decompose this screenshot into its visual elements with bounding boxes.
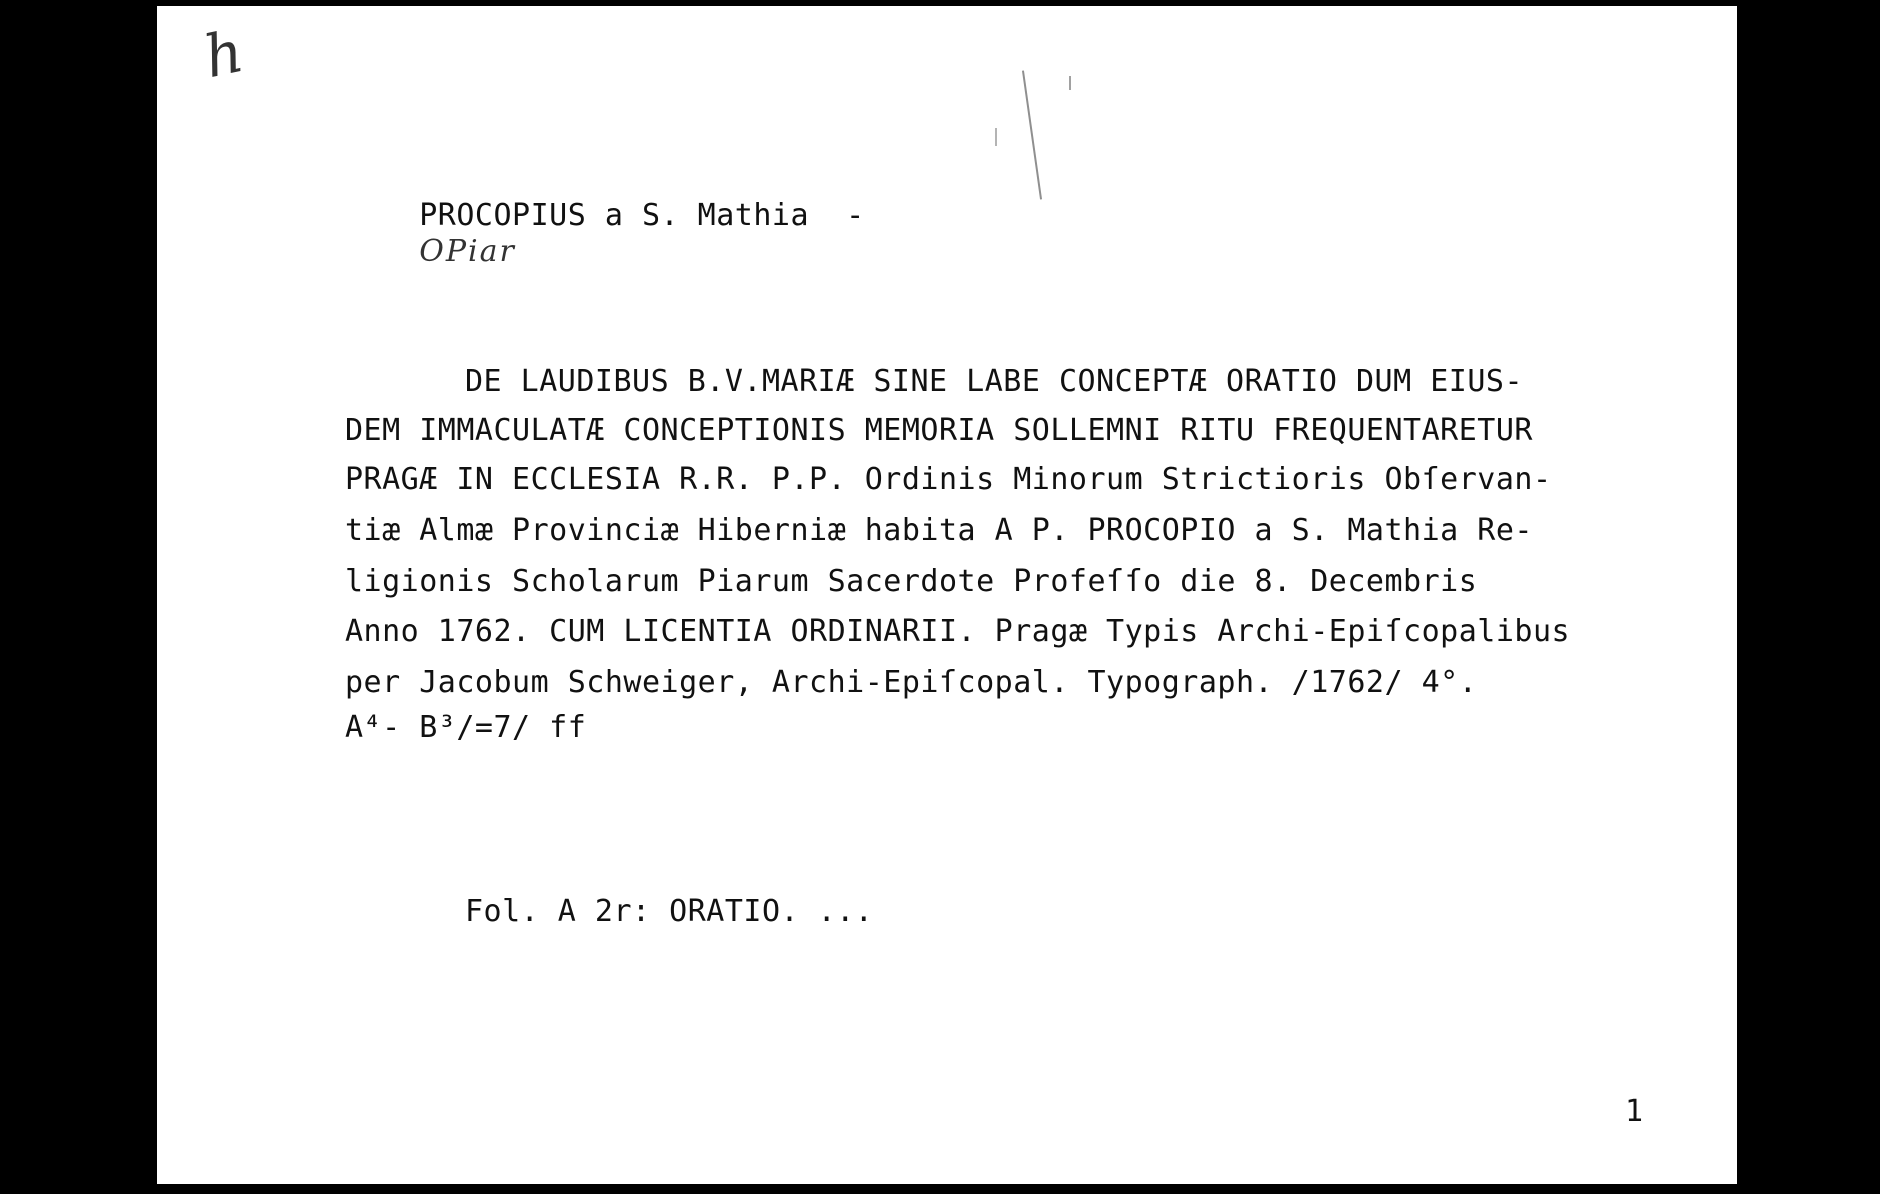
catalog-card: [157, 6, 1737, 1184]
entry-line-5: ligionis Scholarum Piarum Sacerdote Profeſſo die 8. Decembris: [345, 564, 1478, 599]
page-number: 1: [1625, 1094, 1644, 1129]
heading-handwritten: OPiar: [419, 234, 516, 269]
heading-typed: PROCOPIUS a S. Mathia -: [419, 198, 865, 233]
entry-line-4: tiæ Almæ Provinciæ Hiberniæ habita A P. PROCOPIO a S. Mathia Re-: [345, 513, 1533, 548]
corner-handwritten-mark: h: [198, 16, 250, 92]
entry-line-3: PRAGÆ IN ECCLESIA R.R. P.P. Ordinis Minorum Strictioris Obſervan-: [345, 462, 1552, 497]
collation-line: A⁴- B³/=7/ ff: [345, 710, 587, 745]
entry-line-1: DE LAUDIBUS B.V.MARIÆ SINE LABE CONCEPTÆ ORATIO DUM EIUS-: [465, 364, 1524, 399]
folio-note: Fol. A 2r: ORATIO. ...: [465, 894, 874, 929]
entry-line-2: DEM IMMACULATÆ CONCEPTIONIS MEMORIA SOLLEMNI RITU FREQUENTARETUR: [345, 413, 1533, 448]
pencil-stroke: [1069, 76, 1071, 90]
entry-line-7: per Jacobum Schweiger, Archi-Epiſcopal. Typograph. /1762/ 4°.: [345, 665, 1478, 700]
pencil-stroke: [1022, 70, 1042, 199]
card-heading: [345, 162, 865, 306]
entry-line-6: Anno 1762. CUM LICENTIA ORDINARII. Pragæ Typis Archi-Epiſcopalibus: [345, 614, 1571, 649]
pencil-stroke: [995, 128, 997, 146]
